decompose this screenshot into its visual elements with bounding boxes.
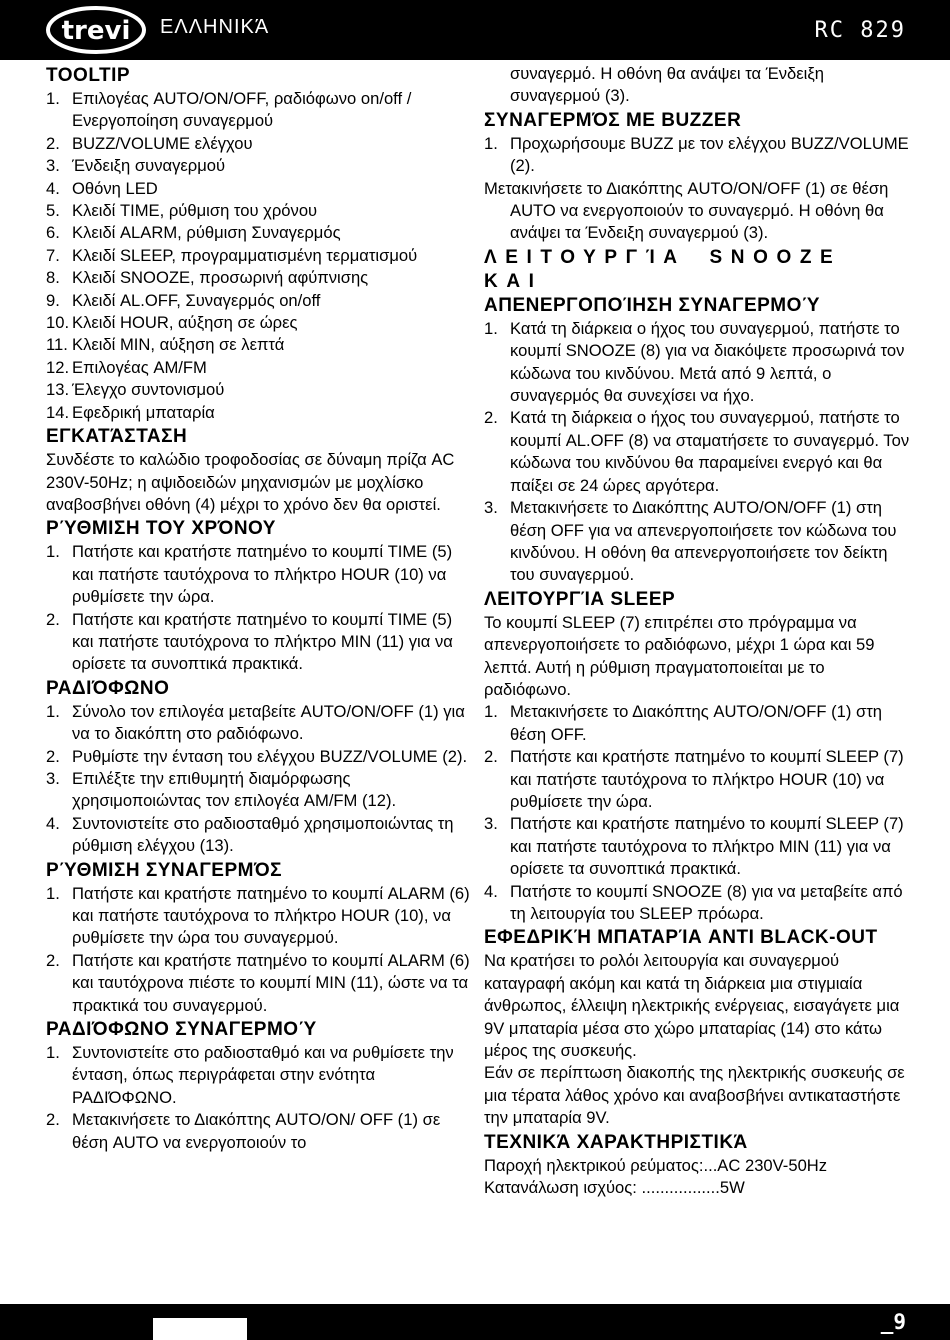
list-item-number: 1. xyxy=(484,133,498,153)
list-item-text: Προχωρήσουμε BUZZ με τον ελέγχου BUZZ/VOLUME (2). xyxy=(510,133,909,176)
list-item xyxy=(46,88,470,133)
list-item-text: Πατήστε και κρατήστε πατημένο το κουμπί SLEEP (7) και πατήστε ταυτόχρονα το πλήκτρο HOUR (10) να ρυθμίσετε την ώρα. xyxy=(510,747,904,811)
radio-alarm-heading: ΡΑΔΙΌΦΩΝΟ ΣΥΝΑΓΕΡΜΟΎ xyxy=(46,1019,317,1041)
list-item-number: 1. xyxy=(46,701,60,721)
list-item-number: 1. xyxy=(46,542,60,562)
right-column xyxy=(484,63,912,1199)
page-number: _9 xyxy=(880,1310,906,1334)
list-item xyxy=(484,133,912,178)
list-item xyxy=(46,222,470,244)
list-item-text: Επιλογέας AM/FM xyxy=(72,357,207,377)
list-item-text: Κλειδί HOUR, αύξηση σε ώρες xyxy=(72,313,298,333)
list-item-number: 2. xyxy=(46,950,60,970)
list-item xyxy=(46,609,470,676)
list-item xyxy=(46,746,470,768)
list-item-number: 3. xyxy=(46,768,60,788)
list-item xyxy=(46,768,470,813)
language-label: ΕΛΛΗΝΙΚΆ xyxy=(160,16,270,38)
list-item xyxy=(484,813,912,880)
list-item-number: 13. xyxy=(46,380,70,400)
list-item-text: Πατήστε και κρατήστε πατημένο το κουμπί SLEEP (7) και πατήστε ταυτόχρονα το πλήκτρο MIN (11) για να ορίσετε τα συνοπτικά πρακτικά. xyxy=(510,814,904,879)
list-item-text: Κλειδί ALARM, ρύθμιση Συναγερμός xyxy=(72,223,341,243)
list-item xyxy=(46,357,470,379)
list-item-text: Πατήστε και κρατήστε πατημένο το κουμπί TIME (5) και πατήστε ταυτόχρονα το πλήκτρο MIN (11) για να ορίσετε τα συνοπτικά πρακτικά. xyxy=(72,609,453,674)
list-item-text: Κατά τη διάρκεια ο ήχος του συναγερμού, πατήστε το κουμπί AL.OFF (8) να σταματήσετε το συναγερμό. Τον κώδωνα του κινδύνου θα παραμείνει ενεργό και θα παίξει σε 24 ώρες αργότερα. xyxy=(510,408,910,495)
list-item-number: 5. xyxy=(46,201,60,221)
list-item-number: 2. xyxy=(484,747,498,767)
tooltip-list xyxy=(46,88,470,424)
list-item xyxy=(46,155,470,177)
list-item xyxy=(46,813,470,858)
specs-heading: ΤΕΧΝΙΚΆ ΧΑΡΑΚΤΗΡΙΣΤΙΚΆ xyxy=(484,1131,748,1153)
list-item-text: BUZZ/VOLUME ελέγχου xyxy=(72,133,253,153)
radio-list xyxy=(46,701,470,858)
list-item xyxy=(46,1109,470,1154)
list-item-number: 1. xyxy=(484,702,498,722)
radio-alarm-list xyxy=(46,1042,470,1154)
list-item-number: 1. xyxy=(46,883,60,903)
continued-text: συναγερμό. Η οθόνη θα ανάψει τα Ένδειξη συναγερμού (3). xyxy=(510,64,825,106)
list-item-text: Πατήστε και κρατήστε πατημένο το κουμπί TIME (5) και πατήστε ταυτόχρονα το πλήκτρο HOUR (10) να ρυθμίσετε την ώρα. xyxy=(72,542,453,607)
list-item xyxy=(46,701,470,746)
list-item-text: Κλειδί TIME, ρύθμιση του χρόνου xyxy=(72,201,318,221)
spec-power-supply: Παροχή ηλεκτρικού ρεύματος:...AC 230V-50Hz xyxy=(484,1155,828,1175)
list-item xyxy=(46,883,470,950)
list-item-number: 3. xyxy=(46,156,60,176)
list-item-number: 1. xyxy=(46,1043,60,1063)
list-item-text: Κλειδί MIN, αύξηση σε λεπτά xyxy=(72,335,285,355)
list-item-number: 6. xyxy=(46,223,60,243)
sleep-text: Το κουμπί SLEEP (7) επιτρέπει στο πρόγραμμα να απενεργοποιήσετε το ραδιόφωνο, μέχρι 1 ώρα και 59 λεπτά. Αυτή η ρύθμιση πραγματοποιείται με το ραδιόφωνο. xyxy=(484,612,875,699)
list-item xyxy=(484,407,912,497)
list-item xyxy=(46,950,470,1017)
spec-power-consumption: Κατανάλωση ισχύος: .................5W xyxy=(484,1178,745,1198)
list-item xyxy=(484,318,912,408)
list-item-number: 4. xyxy=(46,813,60,833)
list-item-number: 3. xyxy=(484,498,498,518)
list-item-number: 1. xyxy=(46,89,60,108)
list-item xyxy=(46,133,470,155)
list-item-text: Κλειδί SLEEP, προγραμματισμένη τερματισμού xyxy=(72,245,418,265)
tooltip-heading: TOOLTIP xyxy=(46,65,131,86)
list-item xyxy=(46,379,470,401)
battery-text-2: Εάν σε περίπτωση διακοπής της ηλεκτρικής συσκευής σε μια τέρατα λάθος χρόνο και αναβοσβήνει αντικαταστήστε την μπαταρία 9V. xyxy=(484,1063,905,1128)
battery-text-1: Να κρατήσει το ρολόι λειτουργία και συναγερμού καταγραφή ακόμη και κατά τη διάρκεια μια στιγμιαία άνθρωπος, έλλειψη ηλεκτρικής ενέργειας, εισαγάγετε μια 9V μπαταρία μέσα στο χώρο μπαταρίας (14) στο κάτω μέρος της συσκευής. xyxy=(484,951,900,1061)
list-item-number: 11. xyxy=(46,335,68,355)
list-item-text: Οθόνη LED xyxy=(72,178,158,198)
list-item-number: 1. xyxy=(484,318,498,338)
list-item-text: Σύνολο τον επιλογέα μεταβείτε AUTO/ON/OFF (1) για να το διακόπτη στο ραδιόφωνο. xyxy=(72,701,465,744)
sleep-heading: ΛΕΙΤΟΥΡΓΊΑ SLEEP xyxy=(484,588,676,610)
footer-white-block xyxy=(153,1318,247,1340)
list-item-number: 2. xyxy=(46,1110,60,1130)
snooze-list xyxy=(484,318,912,587)
radio-heading: ΡΑΔΙΌΦΩΝΟ xyxy=(46,677,170,699)
list-item-number: 2. xyxy=(484,408,498,428)
trevi-logo-icon xyxy=(46,6,146,54)
list-item xyxy=(46,267,470,289)
list-item xyxy=(46,402,470,424)
alarm-heading: ΡΎΘΜΙΣΗ ΣΥΝΑΓΕΡΜΌΣ xyxy=(46,859,283,881)
list-item-text: Έλεγχο συντονισμού xyxy=(72,380,225,400)
list-item-number: 2. xyxy=(46,746,60,766)
battery-heading: ΕΦΕΔΡΙΚΉ ΜΠΑΤΑΡΊΑ ANTI BLACK-OUT xyxy=(484,927,878,949)
list-item xyxy=(484,746,912,813)
list-item-text: Συντονιστείτε στο ραδιοσταθμό χρησιμοποιώντας τη ρύθμιση ελέγχου (13). xyxy=(72,813,454,856)
list-item xyxy=(46,334,470,356)
list-item-number: 4. xyxy=(46,178,60,198)
snooze-heading-line2: ΑΠΕΝΕΡΓΟΠΟΊΗΣΗ ΣΥΝΑΓΕΡΜΟΎ xyxy=(484,294,821,316)
list-item-number: 9. xyxy=(46,290,60,310)
list-item-text: Ρυθμίστε την ένταση του ελέγχου BUZZ/VOLUME (2). xyxy=(72,746,468,766)
list-item-number: 2. xyxy=(46,609,60,629)
list-item-number: 10. xyxy=(46,313,70,333)
list-item xyxy=(46,1042,470,1109)
list-item-text: Μετακινήσετε το Διακόπτης AUTO/ON/OFF (1) στη θέση OFF για να απενεργοποιήσετε τον κώδωνα του κινδύνου. Η οθόνη θα απενεργοποιήσετε τον δείκτη του συναγερμού. xyxy=(510,498,897,585)
list-item xyxy=(46,245,470,267)
time-list xyxy=(46,541,470,675)
alarm-list xyxy=(46,883,470,1017)
buzzer-list xyxy=(484,133,912,178)
install-heading: ΕΓΚΑΤΆΣΤΑΣΗ xyxy=(46,426,188,448)
list-item-text: Επιλέξτε την επιθυμητή διαμόρφωσης χρησιμοποιώντας τον επιλογέα AM/FM (12). xyxy=(72,768,397,811)
list-item-number: 8. xyxy=(46,268,60,288)
list-item-text: Πατήστε το κουμπί SNOOZE (8) για να μεταβείτε από τη λειτουργία του SLEEP πρόωρα. xyxy=(510,881,903,923)
list-item xyxy=(46,290,470,312)
footer-bar xyxy=(0,1304,950,1340)
list-item xyxy=(484,881,912,926)
list-item-text: Κλειδί AL.OFF, Συναγερμός on/off xyxy=(72,290,321,310)
list-item-number: 3. xyxy=(484,814,498,834)
list-item xyxy=(46,541,470,608)
install-text: Συνδέστε το καλώδιο τροφοδοσίας σε δύναμη πρίζα AC 230V-50Hz; η αψιδοειδών μηχανισμών με μοχλίσκο αναβοσβήνει οθόνη (4) μέχρι το χρόνο δεν θα οριστεί. xyxy=(46,450,455,514)
list-item xyxy=(46,312,470,334)
list-item-text: Κλειδί SNOOZE, προσωρινή αφύπνισης xyxy=(72,268,369,288)
header-bar xyxy=(0,0,950,60)
list-item-number: 7. xyxy=(46,245,60,265)
list-item-number: 4. xyxy=(484,881,498,901)
left-column xyxy=(46,63,470,1154)
list-item-number: 2. xyxy=(46,133,60,153)
list-item xyxy=(46,178,470,200)
list-item-text: Συντονιστείτε στο ραδιοσταθμό και να ρυθμίσετε την ένταση, όπως περιγράφεται στην ενότητα ΡΑΔΙΌΦΩΝΟ. xyxy=(72,1043,454,1107)
list-item-text: Εφεδρική μπαταρία xyxy=(72,402,215,422)
brand-text: trevi xyxy=(61,16,131,46)
list-item-number: 12. xyxy=(46,357,70,377)
list-item xyxy=(484,497,912,587)
list-item-text: Μετακινήσετε το Διακόπτης AUTO/ON/ OFF (1) σε θέση AUTO να ενεργοποιούν το xyxy=(72,1110,441,1152)
model-label: RC 829 xyxy=(814,18,906,43)
buzzer-heading: ΣΥΝΑΓΕΡΜΌΣ ΜΕ BUZZER xyxy=(484,109,742,131)
list-item xyxy=(484,701,912,746)
list-item-text: Πατήστε και κρατήστε πατημένο το κουμπί ALARM (6) και ταυτόχρονα πιέστε το κουμπί MIN (11), ώστε να τα πρακτικά του συναγερμού. xyxy=(72,950,470,1015)
list-item-text: Κατά τη διάρκεια ο ήχος του συναγερμού, πατήστε το κουμπί SNOOZE (8) για να διακόψετε προσωρινά τον κώδωνα του κινδύνου. Μετά από 9 λεπτά, ο συναγερμός θα συνεχίσει να ήχο. xyxy=(510,318,905,406)
list-item xyxy=(46,200,470,222)
list-item-text: Επιλογέας AUTO/ON/OFF, ραδιόφωνο on/off / Ενεργοποίηση συναγερμού xyxy=(72,89,412,131)
list-item-text: Μετακινήσετε το Διακόπτης AUTO/ON/OFF (1) στη θέση OFF. xyxy=(510,702,882,744)
list-item-number: 14. xyxy=(46,402,70,422)
buzzer-text: Μετακινήσετε το Διακόπτης AUTO/ON/OFF (1) σε θέση AUTO να ενεργοποιούν το συναγερμό. Η οθόνη θα ανάψει τα Ένδειξη συναγερμού (3). xyxy=(484,178,889,243)
list-item-text: Πατήστε και κρατήστε πατημένο το κουμπί ALARM (6) και πατήστε ταυτόχρονα το πλήκτρο HOUR (10), να ρυθμίσετε την ώρα του συναγερμού. xyxy=(72,883,470,948)
snooze-heading-line1: ΛΕΙΤΟΥΡΓΊΑ SNOOZE ΚΑΙ xyxy=(484,246,842,292)
sleep-list xyxy=(484,701,912,925)
time-heading: ΡΎΘΜΙΣΗ ΤΟΥ ΧΡΌΝΟΥ xyxy=(46,518,276,540)
list-item-text: Ένδειξη συναγερμού xyxy=(72,156,226,176)
